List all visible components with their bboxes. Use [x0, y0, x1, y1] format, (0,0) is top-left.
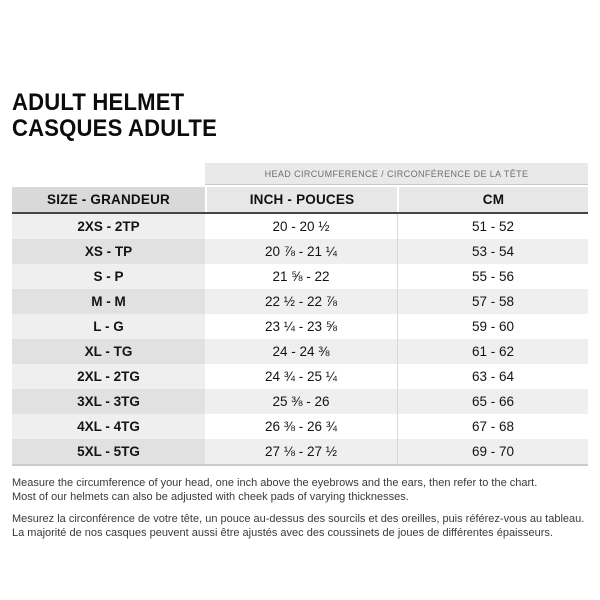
size-cell: M - M	[12, 289, 205, 314]
measuring-instructions	[12, 477, 590, 549]
table-row	[12, 214, 588, 239]
inch-cell: 23 ¼ - 23 ⅝	[205, 314, 397, 339]
page-title	[12, 90, 217, 142]
table-row	[12, 364, 588, 389]
table-row	[12, 239, 588, 264]
table-row	[12, 264, 588, 289]
page-title-fr: CASQUES ADULTE	[12, 115, 217, 142]
table-row	[12, 389, 588, 414]
size-cell: L - G	[12, 314, 205, 339]
inch-cell: 21 ⅝ - 22	[205, 264, 397, 289]
size-cell: S - P	[12, 264, 205, 289]
inch-cell: 20 - 20 ½	[205, 214, 397, 239]
inch-cell: 22 ½ - 22 ⅞	[205, 289, 397, 314]
cm-cell: 69 - 70	[397, 439, 588, 464]
instructions-french	[12, 513, 590, 540]
size-chart-table	[12, 163, 588, 466]
cm-cell: 51 - 52	[397, 214, 588, 239]
table-row	[12, 339, 588, 364]
instructions-en-line2: Most of our helmets can also be adjusted with cheek pads of varying thicknesses.	[12, 490, 409, 503]
cm-cell: 57 - 58	[397, 289, 588, 314]
instructions-fr-line2: La majorité de nos casques peuvent aussi être ajustés avec des coussinets de joues de différentes épaisseurs.	[12, 526, 553, 539]
banner-spacer	[12, 163, 205, 185]
size-cell: 2XL - 2TG	[12, 364, 205, 389]
banner-row	[12, 163, 588, 185]
inch-cell: 24 ¾ - 25 ¼	[205, 364, 397, 389]
cm-cell: 55 - 56	[397, 264, 588, 289]
table-row	[12, 439, 588, 464]
inch-cell: 20 ⅞ - 21 ¼	[205, 239, 397, 264]
size-cell: 4XL - 4TG	[12, 414, 205, 439]
table-header-row	[12, 187, 588, 214]
size-cell: XL - TG	[12, 339, 205, 364]
size-cell: 5XL - 5TG	[12, 439, 205, 464]
page-title-en: ADULT HELMET	[12, 89, 185, 116]
table-row	[12, 414, 588, 439]
column-header-cm: CM	[397, 187, 588, 212]
inch-cell: 27 ⅛ - 27 ½	[205, 439, 397, 464]
column-header-inch: INCH - POUCES	[205, 187, 397, 212]
cm-cell: 65 - 66	[397, 389, 588, 414]
table-row	[12, 289, 588, 314]
table-row	[12, 314, 588, 339]
size-cell: XS - TP	[12, 239, 205, 264]
size-cell: 2XS - 2TP	[12, 214, 205, 239]
cm-cell: 61 - 62	[397, 339, 588, 364]
instructions-english	[12, 477, 590, 504]
inch-cell: 24 - 24 ⅜	[205, 339, 397, 364]
cm-cell: 63 - 64	[397, 364, 588, 389]
cm-cell: 67 - 68	[397, 414, 588, 439]
size-cell: 3XL - 3TG	[12, 389, 205, 414]
cm-cell: 59 - 60	[397, 314, 588, 339]
inch-cell: 25 ⅜ - 26	[205, 389, 397, 414]
cm-cell: 53 - 54	[397, 239, 588, 264]
inch-cell: 26 ⅜ - 26 ¾	[205, 414, 397, 439]
column-header-size: SIZE - GRANDEUR	[12, 187, 205, 212]
instructions-fr-line1: Mesurez la circonférence de votre tête, un pouce au-dessus des sourcils et des oreilles, puis référez-vous au tableau.	[12, 513, 585, 525]
table-bottom-rule	[12, 464, 588, 466]
head-circumference-banner: HEAD CIRCUMFERENCE / CIRCONFÉRENCE DE LA TÊTE	[205, 163, 588, 185]
instructions-en-line1: Measure the circumference of your head, one inch above the eyebrows and the ears, then refer to the chart.	[12, 477, 538, 489]
